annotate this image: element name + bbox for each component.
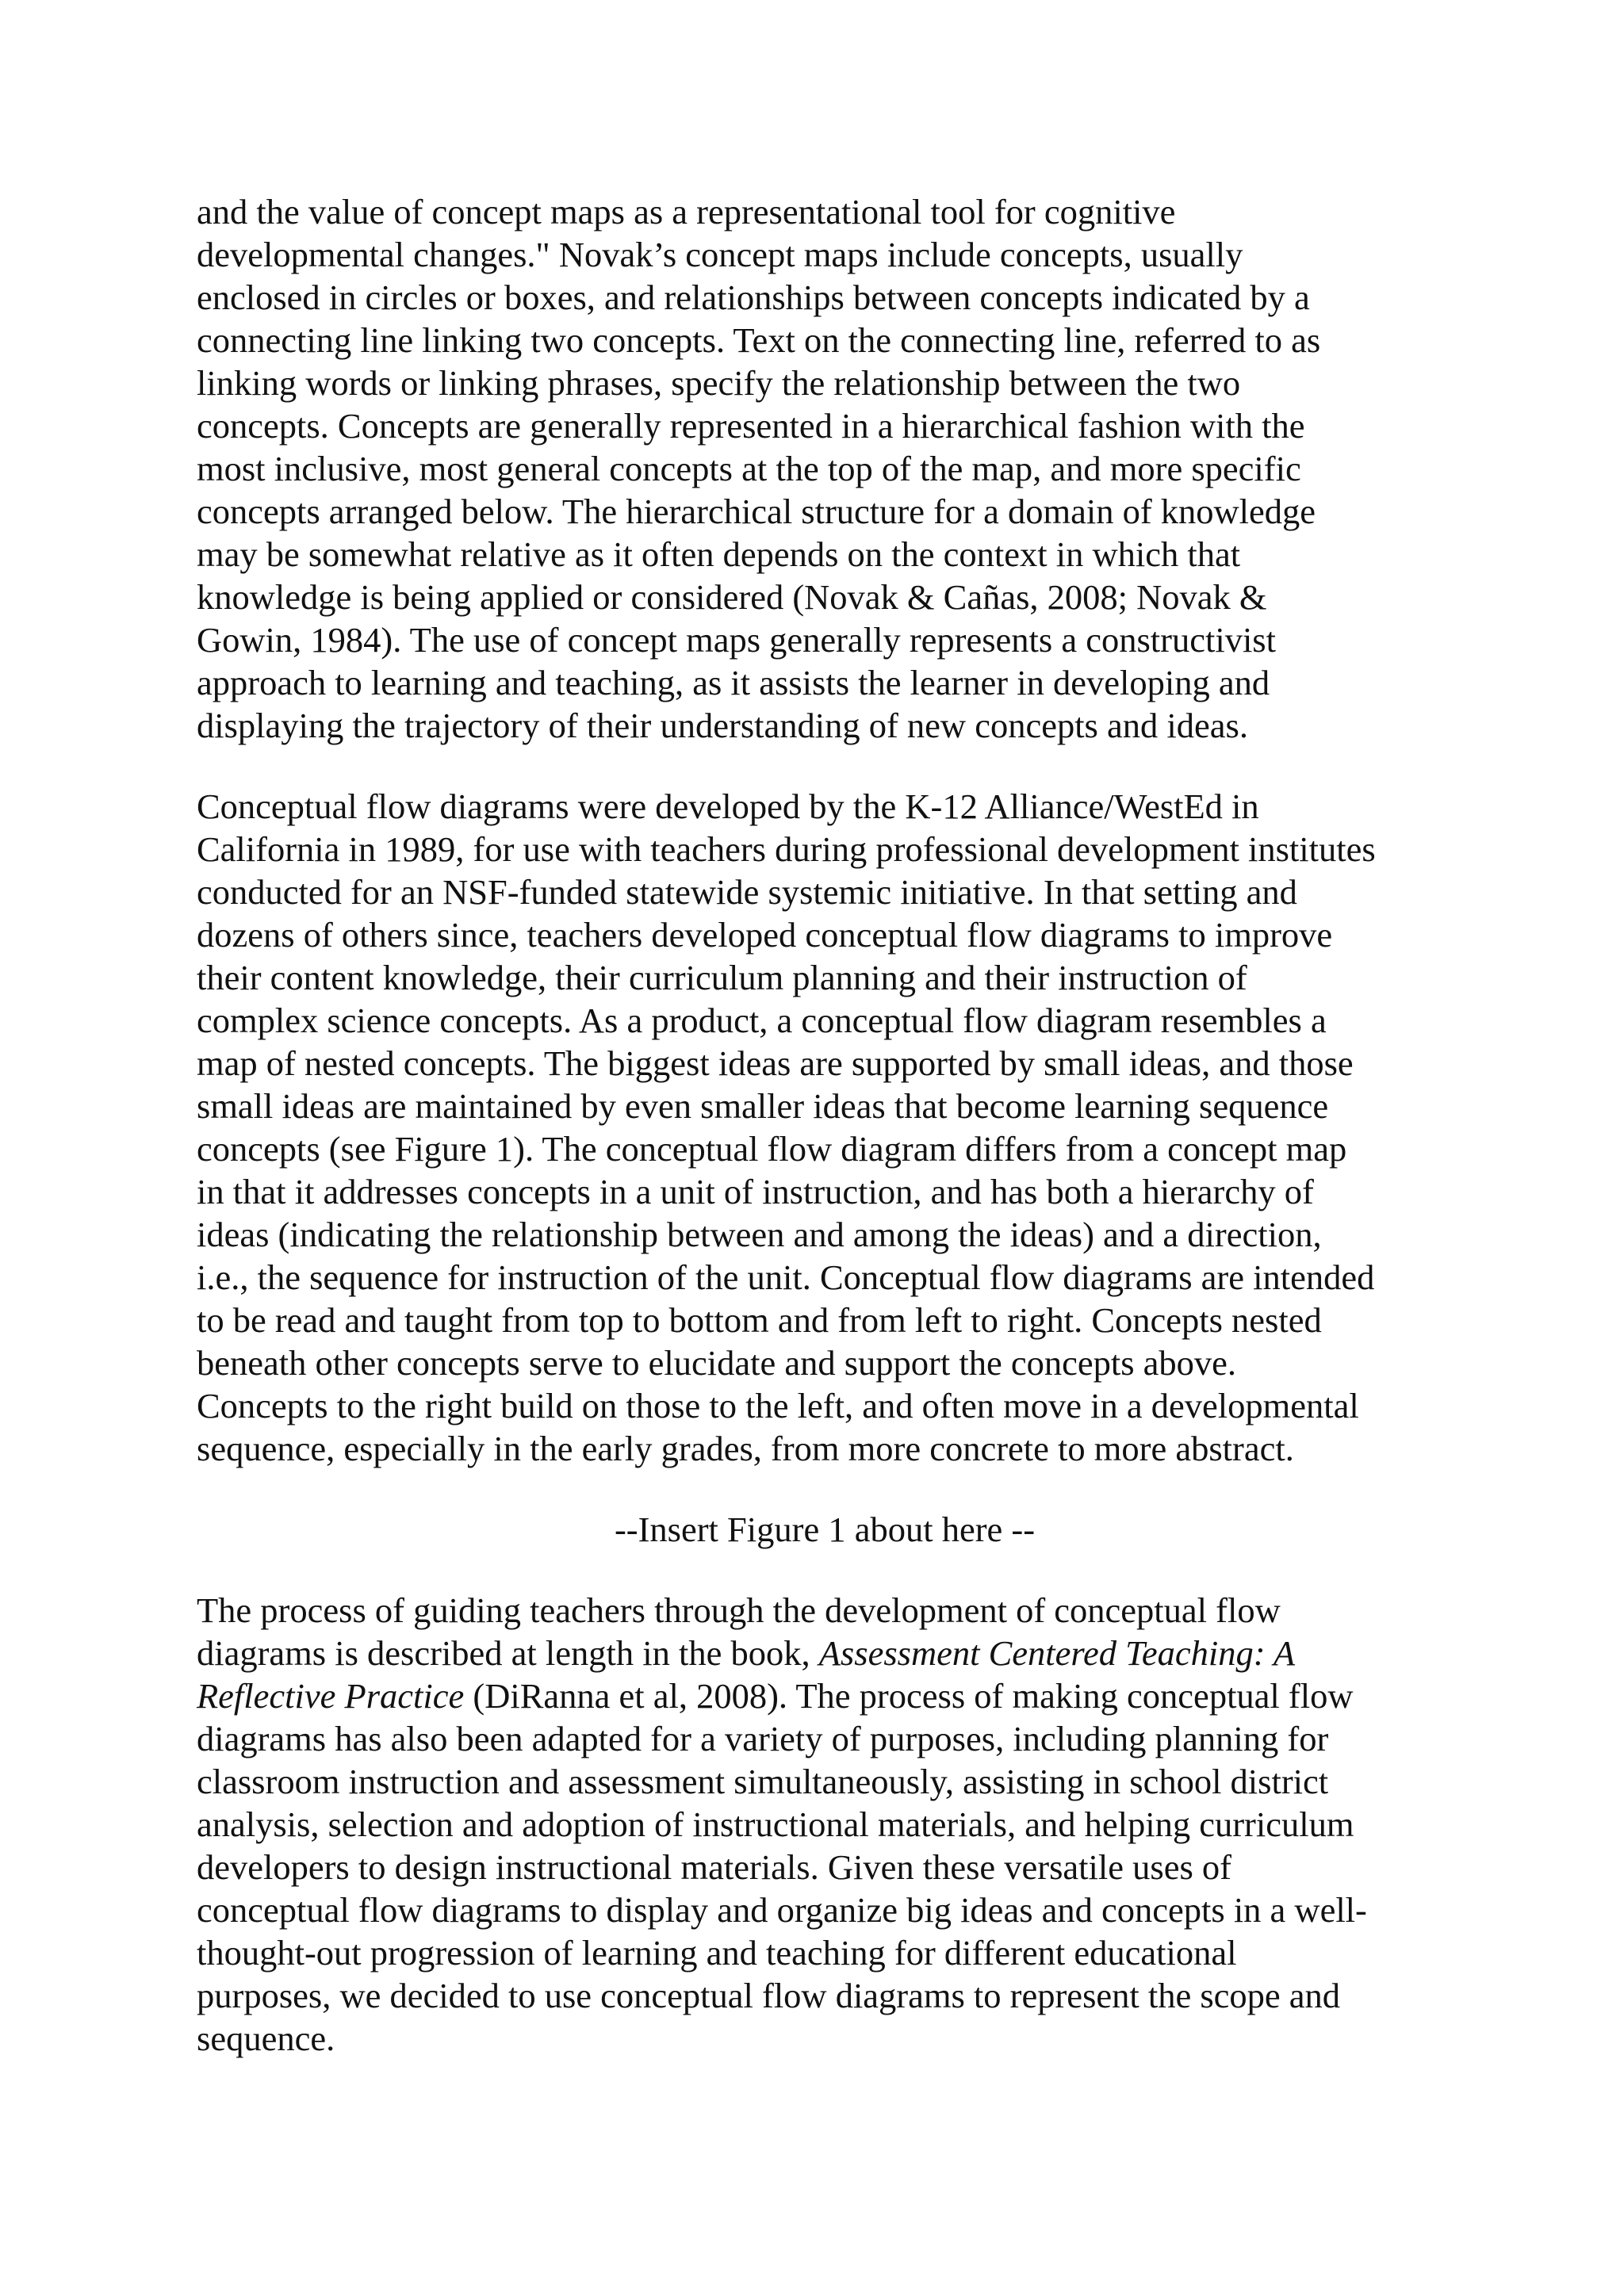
- paragraph-concept-maps: and the value of concept maps as a representational tool for cognitive developmental changes." Novak’s concept maps include concepts, usually enclosed in circles or boxes, and relationships between concepts indicated by a connecting line linking two concepts. Text on the connecting line, referred to as linking words or linking phrases, specify the relationship between the two concepts. Concepts are generally represented in a hierarchical fashion with the most inclusive, most general concepts at the top of the map, and more specific concepts arranged below. The hierarchical structure for a domain of knowledge may be somewhat relative as it often depends on the context in which that knowledge is being applied or considered (Novak & Cañas, 2008; Novak & Gowin, 1984). The use of concept maps generally represents a constructivist approach to learning and teaching, as it assists the learner in developing and displaying the trajectory of their understanding of new concepts and ideas.: [197, 192, 1321, 745]
- paragraph-process: [197, 1589, 1453, 2060]
- paragraph-conceptual-flow-diagrams: Conceptual flow diagrams were developed by the K-12 Alliance/WestEd in California in 1989, for use with teachers during professional development institutes conducted for an NSF-funded statewide systemic initiative. In that setting and dozens of others since, teachers developed conceptual flow diagrams to improve their content knowledge, their curriculum planning and their instruction of complex science concepts. As a product, a conceptual flow diagram resembles a map of nested concepts. The biggest ideas are supported by small ideas, and those small ideas are maintained by even smaller ideas that become learning sequence concepts (see Figure 1). The conceptual flow diagram differs from a concept map in that it addresses concepts in a unit of instruction, and has both a hierarchy of ideas (indicating the relationship between and among the ideas) and a direction, i.e., the sequence for instruction of the unit. Conceptual flow diagrams are intended to be read and taught from top to bottom and from left to right. Concepts nested beneath other concepts serve to elucidate and support the concepts above. Concepts to the right build on those to the left, and often move in a developmental sequence, especially in the early grades, from more concrete to more abstract.: [197, 786, 1376, 1468]
- figure-insert-note: --Insert Figure 1 about here --: [614, 1510, 1036, 1549]
- paragraph-process-start: The process of guiding teachers through the development of conceptual flow diagrams is described at length in the book,: [197, 1590, 1281, 1673]
- document-page: [197, 190, 1453, 2098]
- book-title: Assessment Centered Teaching: A Reflective Practice: [197, 1633, 1296, 1716]
- paragraph-process-end: (DiRanna et al, 2008). The process of making conceptual flow diagrams has also been adapted for a variety of purposes, including planning for classroom instruction and assessment simultaneously, assisting in school district analysis, selection and adoption of instructional materials, and helping curriculum developers to design instructional materials. Given these versatile uses of conceptual flow diagrams to display and organize big ideas and concepts in a well- thought-out progression of learning and teaching for different educational purposes, we decided to use conceptual flow diagrams to represent the scope and sequence.: [197, 1676, 1367, 2058]
